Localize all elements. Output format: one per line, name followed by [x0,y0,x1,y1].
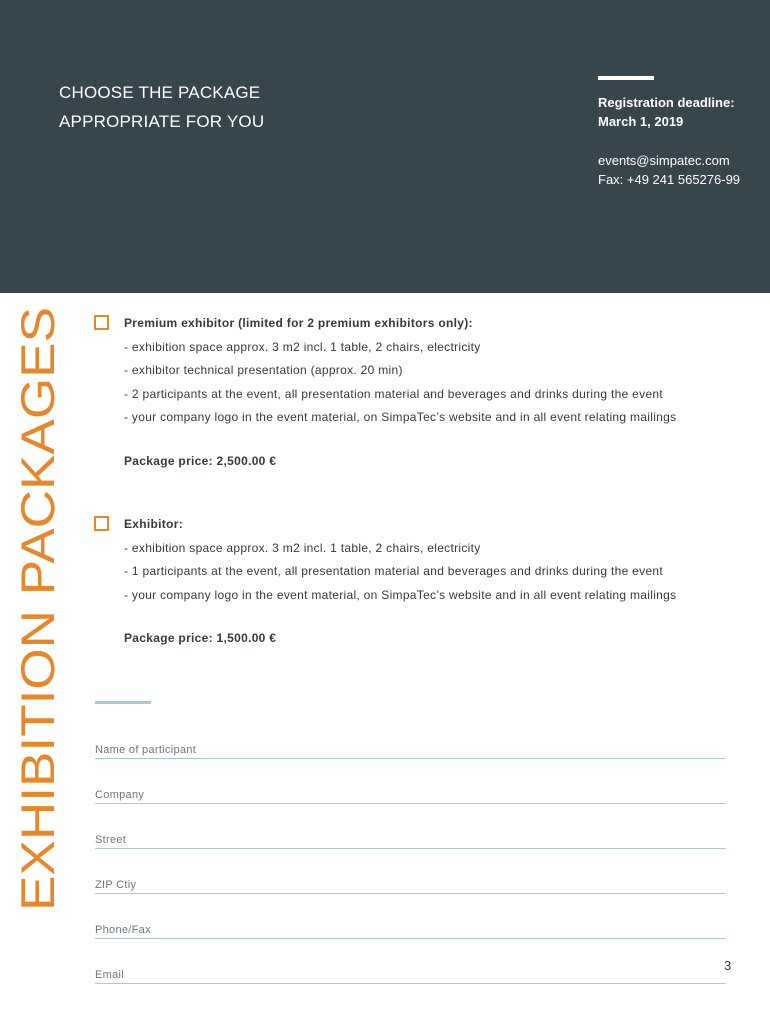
side-title-svg [11,305,64,913]
premium-package-checkbox[interactable] [94,315,109,330]
form-accent-bar [95,701,151,704]
exhibitor-package-price: Package price: 1,500.00 € [124,631,277,645]
exhibitor-package-details [124,513,754,651]
participant-name-field[interactable] [95,740,726,759]
premium-package-item: - 2 participants at the event, all presentation material and beverages and drinks during the event [124,386,664,401]
exhibitor-package-item: - exhibition space approx. 3 m2 incl. 1 table, 2 chairs, electricity [124,540,481,555]
phone-fax-label: Phone/Fax [95,924,151,936]
premium-package-item: - exhibition space approx. 3 m2 incl. 1 table, 2 chairs, electricity [124,339,481,354]
page-number: 3 [724,958,732,973]
exhibitor-package-title: Exhibitor: [124,517,183,531]
page-title-line-1: CHOOSE THE PACKAGE [59,83,261,102]
street-field[interactable] [95,830,726,849]
zip-city-label: ZIP Ctiy [95,879,137,891]
email-label: Email [95,969,125,981]
side-title [11,305,64,913]
email-field[interactable] [95,965,726,984]
deadline-label: Registration deadline: [598,95,735,110]
header-accent-bar [598,76,654,80]
contact-email[interactable]: events@simpatec.com [598,153,730,168]
premium-package-price: Package price: 2,500.00 € [124,453,277,468]
participant-name-label: Name of participant [95,744,197,756]
company-label: Company [95,789,145,801]
premium-package-item: - exhibitor technical presentation (approx. 20 min) [124,363,403,377]
contact-fax: Fax: +49 241 565276-99 [598,172,741,187]
page-title [59,78,389,136]
exhibitor-package-item: - 1 participants at the event, all presentation material and beverages and drinks during the event [124,564,664,578]
exhibitor-package-checkbox[interactable] [94,516,109,531]
phone-fax-field[interactable] [95,920,726,939]
zip-city-field[interactable] [95,875,726,894]
page-title-line-2: APPROPRIATE FOR YOU [59,112,265,131]
header-banner [0,0,770,293]
side-title-text: EXHIBITION PACKAGES [11,376,64,911]
exhibitor-package-item: - your company logo in the event material, on SimpaTec’s website and in all event relating mailings [124,587,677,602]
premium-package-item: - your company logo in the event material, on SimpaTec’s website and in all event relating mailings [124,410,677,424]
company-field[interactable] [95,785,726,804]
premium-package-details [124,312,754,473]
premium-package-title: Premium exhibitor (limited for 2 premium exhibitors only): [124,316,473,330]
deadline-date: March 1, 2019 [598,114,684,129]
street-label: Street [95,834,127,846]
registration-info [598,93,763,189]
